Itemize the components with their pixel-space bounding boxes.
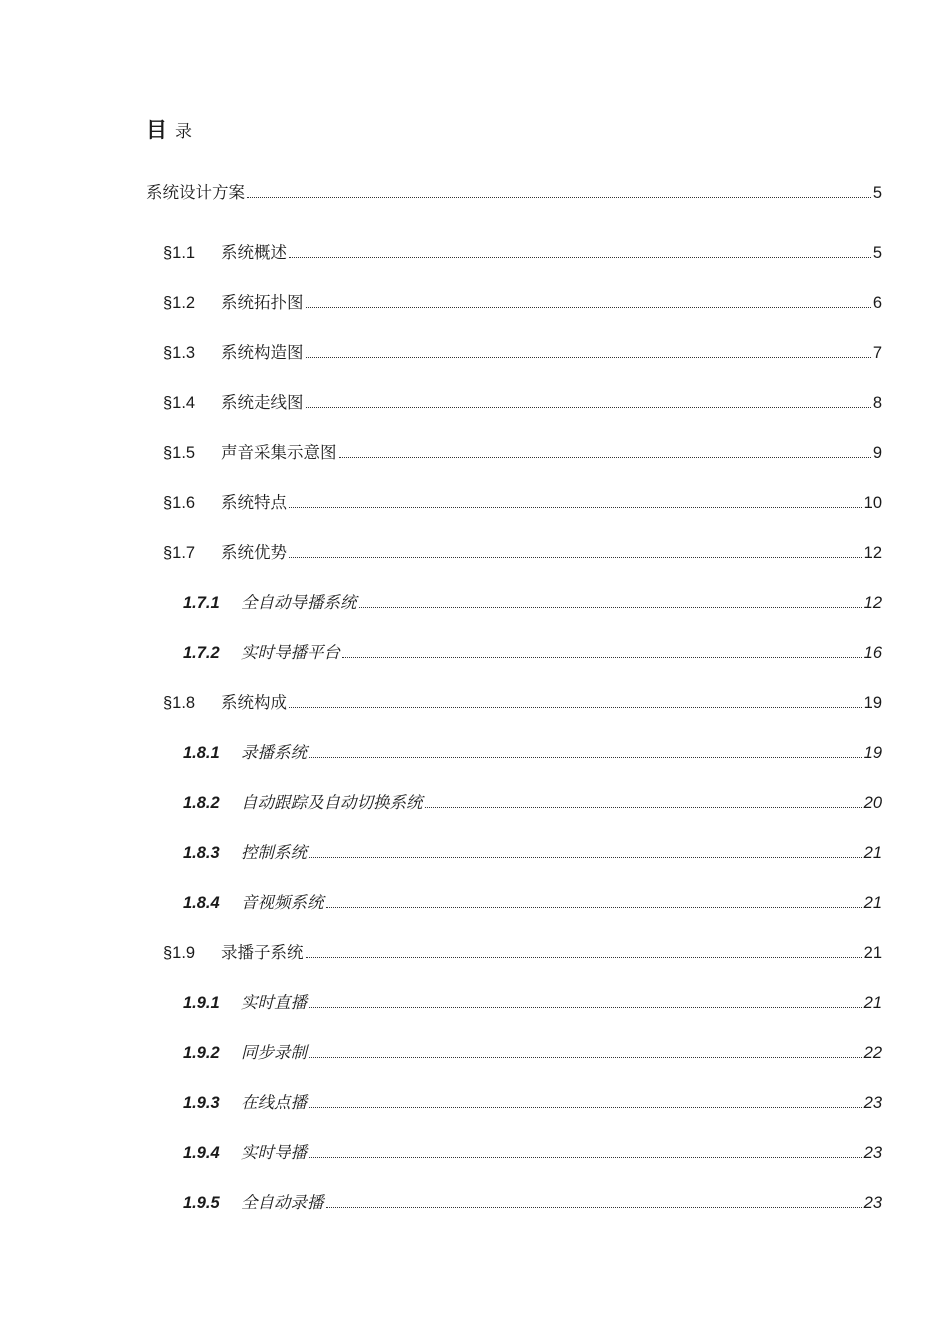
toc-entry-page: 20: [863, 794, 882, 812]
toc-entry-page: 23: [863, 1144, 882, 1162]
toc-entry-number: §1.6: [163, 494, 196, 512]
toc-entry[interactable]: [183, 840, 882, 864]
toc-entry-number: 1.8.4: [183, 894, 220, 912]
toc-entry[interactable]: [163, 940, 882, 964]
toc-entry-number: 1.9.3: [183, 1094, 220, 1112]
toc-entry[interactable]: [163, 540, 882, 564]
toc-entry-page: 21: [863, 844, 882, 862]
toc-entry-text: 实时直播: [241, 993, 307, 1012]
toc-entry-number: 1.8.3: [183, 844, 220, 862]
toc-entry[interactable]: [183, 1190, 882, 1214]
toc-entry-text: 控制系统: [241, 843, 307, 862]
toc-entry[interactable]: [183, 990, 882, 1014]
toc-entry-number: §1.3: [163, 344, 196, 362]
toc-entry-page: 5: [872, 244, 882, 262]
toc-dot-leader: [326, 1206, 862, 1208]
toc-entry-number: 1.9.1: [183, 994, 220, 1012]
toc-entry-page: 12: [863, 544, 882, 562]
toc-dot-leader: [359, 606, 862, 608]
toc-entry-number: 1.9.2: [183, 1044, 220, 1062]
toc-entry[interactable]: [163, 340, 882, 364]
toc-dot-leader: [306, 956, 862, 958]
toc-entry-number: 1.9.5: [183, 1194, 220, 1212]
toc-entry[interactable]: [163, 240, 882, 264]
toc-entry[interactable]: [183, 640, 882, 664]
toc-dot-leader: [289, 556, 862, 558]
toc-title-main: 目: [146, 118, 167, 142]
toc-entry[interactable]: [183, 1090, 882, 1114]
toc-entry-number: 1.9.4: [183, 1144, 220, 1162]
toc-entry-page: 21: [863, 894, 882, 912]
toc-entry-text: 系统概述: [221, 243, 287, 262]
toc-entry-page: 8: [872, 394, 882, 412]
toc-entry-page: 9: [872, 444, 882, 462]
toc-entry-page: 6: [872, 294, 882, 312]
toc-entry-text: 系统拓扑图: [221, 293, 304, 312]
toc-dot-leader: [247, 196, 871, 198]
toc-entry[interactable]: [183, 1140, 882, 1164]
toc-entry-text: 声音采集示意图: [221, 443, 337, 462]
toc-entry-page: 5: [872, 184, 882, 202]
toc-entry-number: §1.8: [163, 694, 196, 712]
toc-entry-number: §1.2: [163, 294, 196, 312]
toc-entry-number: §1.9: [163, 944, 196, 962]
toc-entry-text: 录播子系统: [221, 943, 304, 962]
toc-entry-number: §1.7: [163, 544, 196, 562]
toc-dot-leader: [309, 1106, 862, 1108]
toc-entry[interactable]: [183, 890, 882, 914]
toc-entry-text: 在线点播: [241, 1093, 307, 1112]
toc-entry-text: 全自动导播系统: [241, 593, 357, 612]
toc-entry-text: 系统走线图: [221, 393, 304, 412]
toc-entry-number: §1.1: [163, 244, 196, 262]
toc-entry-text: 自动跟踪及自动切换系统: [241, 793, 423, 812]
toc-entry-text: 系统设计方案: [146, 183, 245, 202]
toc-dot-leader: [309, 1006, 862, 1008]
toc-entry-page: 16: [863, 644, 882, 662]
toc-dot-leader: [289, 506, 862, 508]
toc-entry[interactable]: [146, 180, 882, 204]
toc-entry-page: 12: [863, 594, 882, 612]
toc-dot-leader: [309, 1056, 862, 1058]
toc-dot-leader: [306, 306, 871, 308]
toc-dot-leader: [306, 406, 871, 408]
toc-entry-text: 系统特点: [221, 493, 287, 512]
toc-entry-number: §1.5: [163, 444, 196, 462]
toc-dot-leader: [289, 706, 862, 708]
toc-entry-text: 系统优势: [221, 543, 287, 562]
toc-entry[interactable]: [163, 490, 882, 514]
toc-dot-leader: [309, 1156, 862, 1158]
toc-entry-page: 10: [863, 494, 882, 512]
toc-entry-page: 7: [872, 344, 882, 362]
toc-dot-leader: [342, 656, 862, 658]
toc-entry-number: 1.8.2: [183, 794, 220, 812]
toc-entry[interactable]: [163, 390, 882, 414]
toc-entry-page: 21: [863, 994, 882, 1012]
toc-entry-text: 系统构成: [221, 693, 287, 712]
toc-entry-text: 实时导播平台: [241, 643, 340, 662]
toc-entry[interactable]: [163, 290, 882, 314]
toc-entry[interactable]: [163, 690, 882, 714]
toc-entry[interactable]: [183, 1040, 882, 1064]
toc-entry-page: 23: [863, 1194, 882, 1212]
toc-entry-text: 全自动录播: [241, 1193, 324, 1212]
toc-entry-page: 21: [863, 944, 882, 962]
toc-dot-leader: [309, 856, 862, 858]
toc-entry-number: 1.7.2: [183, 644, 220, 662]
toc-dot-leader: [326, 906, 862, 908]
toc-dot-leader: [309, 756, 862, 758]
toc-entry[interactable]: [163, 440, 882, 464]
toc-entry-text: 同步录制: [241, 1043, 307, 1062]
toc-entry-text: 音视频系统: [241, 893, 324, 912]
toc-title: [146, 116, 192, 146]
toc-entry-page: 19: [863, 744, 882, 762]
toc-entry[interactable]: [183, 590, 882, 614]
toc-entry[interactable]: [183, 790, 882, 814]
toc-entry-number: 1.8.1: [183, 744, 220, 762]
toc-title-rest: 录: [175, 122, 192, 142]
toc-entry-text: 录播系统: [241, 743, 307, 762]
toc-dot-leader: [425, 806, 862, 808]
toc-entry-number: §1.4: [163, 394, 196, 412]
toc-entry-page: 19: [863, 694, 882, 712]
toc-entry-page: 22: [863, 1044, 882, 1062]
toc-dot-leader: [339, 456, 871, 458]
toc-entry-number: 1.7.1: [183, 594, 220, 612]
toc-entry-page: 23: [863, 1094, 882, 1112]
toc-dot-leader: [289, 256, 871, 258]
toc-dot-leader: [306, 356, 871, 358]
toc-entry-text: 系统构造图: [221, 343, 304, 362]
toc-entry[interactable]: [183, 740, 882, 764]
toc-entry-text: 实时导播: [241, 1143, 307, 1162]
